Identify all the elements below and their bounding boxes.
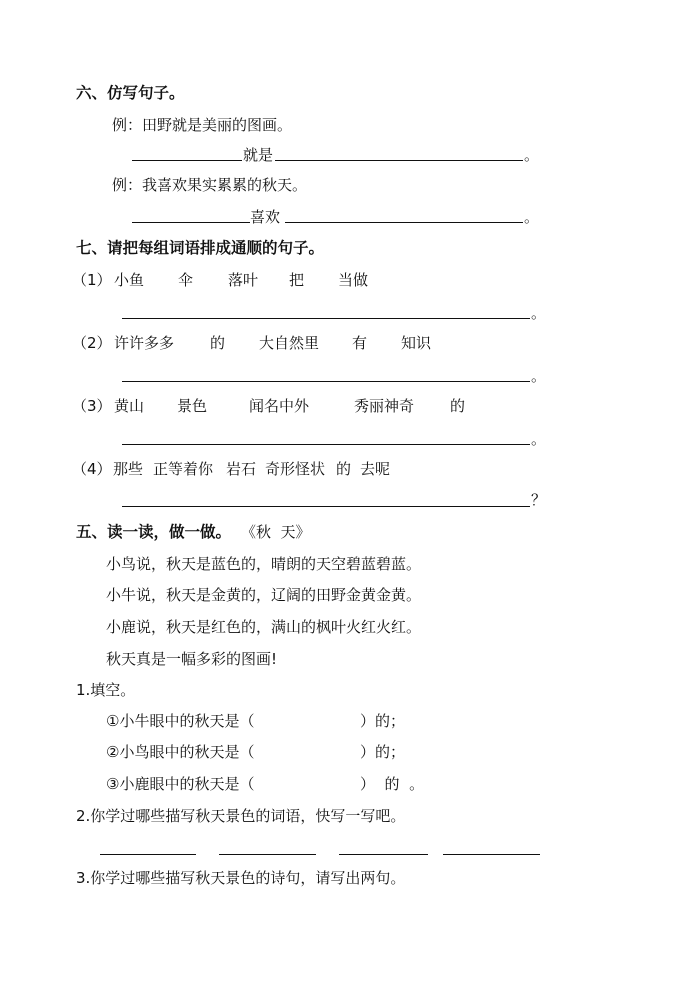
q2-blank[interactable] [100,854,196,855]
passage-line: 小鹿说，秋天是红色的，满山的枫叶火红火红。 [106,618,422,636]
question2-label: 2.你学过哪些描写秋天景色的词语，快写一写吧。 [76,807,406,825]
section5-heading: 五、读一读，做一做。 [76,523,232,541]
item4-word: 那些 [113,460,144,478]
item4-end: ？ [531,491,547,509]
item3-end: 。 [531,430,547,448]
item1-word: 把 [289,271,305,289]
item2-word: 许许多多 [114,334,175,352]
item1-number: （1） [72,271,112,289]
item4-word: 的 [336,460,352,478]
item2-answer-line[interactable] [122,381,530,382]
item1-word: 伞 [178,271,194,289]
item2-number: （2） [72,334,112,352]
question3-label: 3.你学过哪些描写秋天景色的诗句，请写出两句。 [76,869,406,887]
passage-title: 《秋 天》 [241,523,311,541]
item1-word: 小鱼 [114,271,145,289]
item1-answer-line[interactable] [122,318,530,319]
item4-word: 奇形怪状 [265,460,326,478]
item2-word: 有 [352,334,368,352]
item3-word: 秀丽神奇 [354,397,415,415]
q1-line2-suffix: ）的； [360,743,406,761]
example2-text: 例：我喜欢果实累累的秋天。 [112,176,308,194]
item3-word: 黄山 [114,397,145,415]
item3-word: 景色 [177,397,208,415]
item2-end: 。 [531,367,547,385]
item2-word: 大自然里 [259,334,320,352]
q1-line2-prefix: ②小鸟眼中的秋天是（ [106,743,255,761]
item3-word: 闻名中外 [249,397,310,415]
item2-word: 的 [210,334,226,352]
fill2-blank-a[interactable] [132,222,250,223]
fill2-end: 。 [524,208,540,226]
fill1-blank-b[interactable] [275,160,523,161]
item3-number: （3） [72,397,112,415]
q2-blank[interactable] [339,854,428,855]
example1-text: 例：田野就是美丽的图画。 [112,116,293,134]
item4-word: 岩石 [226,460,257,478]
fill1-word: 就是 [243,146,274,164]
question1-label: 1.填空。 [76,681,136,699]
passage-line: 小牛说，秋天是金黄的，辽阔的田野金黄金黄。 [106,586,422,604]
item2-word: 知识 [401,334,432,352]
item1-word: 落叶 [228,271,259,289]
q1-line1-suffix: ）的； [360,712,406,730]
fill2-blank-b[interactable] [285,222,523,223]
passage-line: 小鸟说，秋天是蓝色的，晴朗的天空碧蓝碧蓝。 [106,555,422,573]
q1-line3-prefix: ③小鹿眼中的秋天是（ [106,775,255,793]
section7-heading: 七、请把每组词语排成通顺的句子。 [76,239,325,257]
fill1-end: 。 [524,146,540,164]
item4-word: 去呢 [360,460,391,478]
fill1-blank-a[interactable] [132,160,242,161]
item4-number: （4） [72,460,112,478]
item4-word: 正等着你 [153,460,214,478]
fill2-word: 喜欢 [250,208,281,226]
q2-blank[interactable] [219,854,316,855]
q1-line1-prefix: ①小牛眼中的秋天是（ [106,712,255,730]
item1-word: 当做 [338,271,369,289]
passage-line: 秋天真是一幅多彩的图画! [106,650,278,668]
q1-line3-suffix: ） 的 。 [360,775,425,793]
q2-blank[interactable] [443,854,540,855]
section6-heading: 六、仿写句子。 [76,84,185,102]
item1-end: 。 [531,304,547,322]
item3-word: 的 [450,397,466,415]
item3-answer-line[interactable] [122,444,530,445]
item4-answer-line[interactable] [122,506,530,507]
